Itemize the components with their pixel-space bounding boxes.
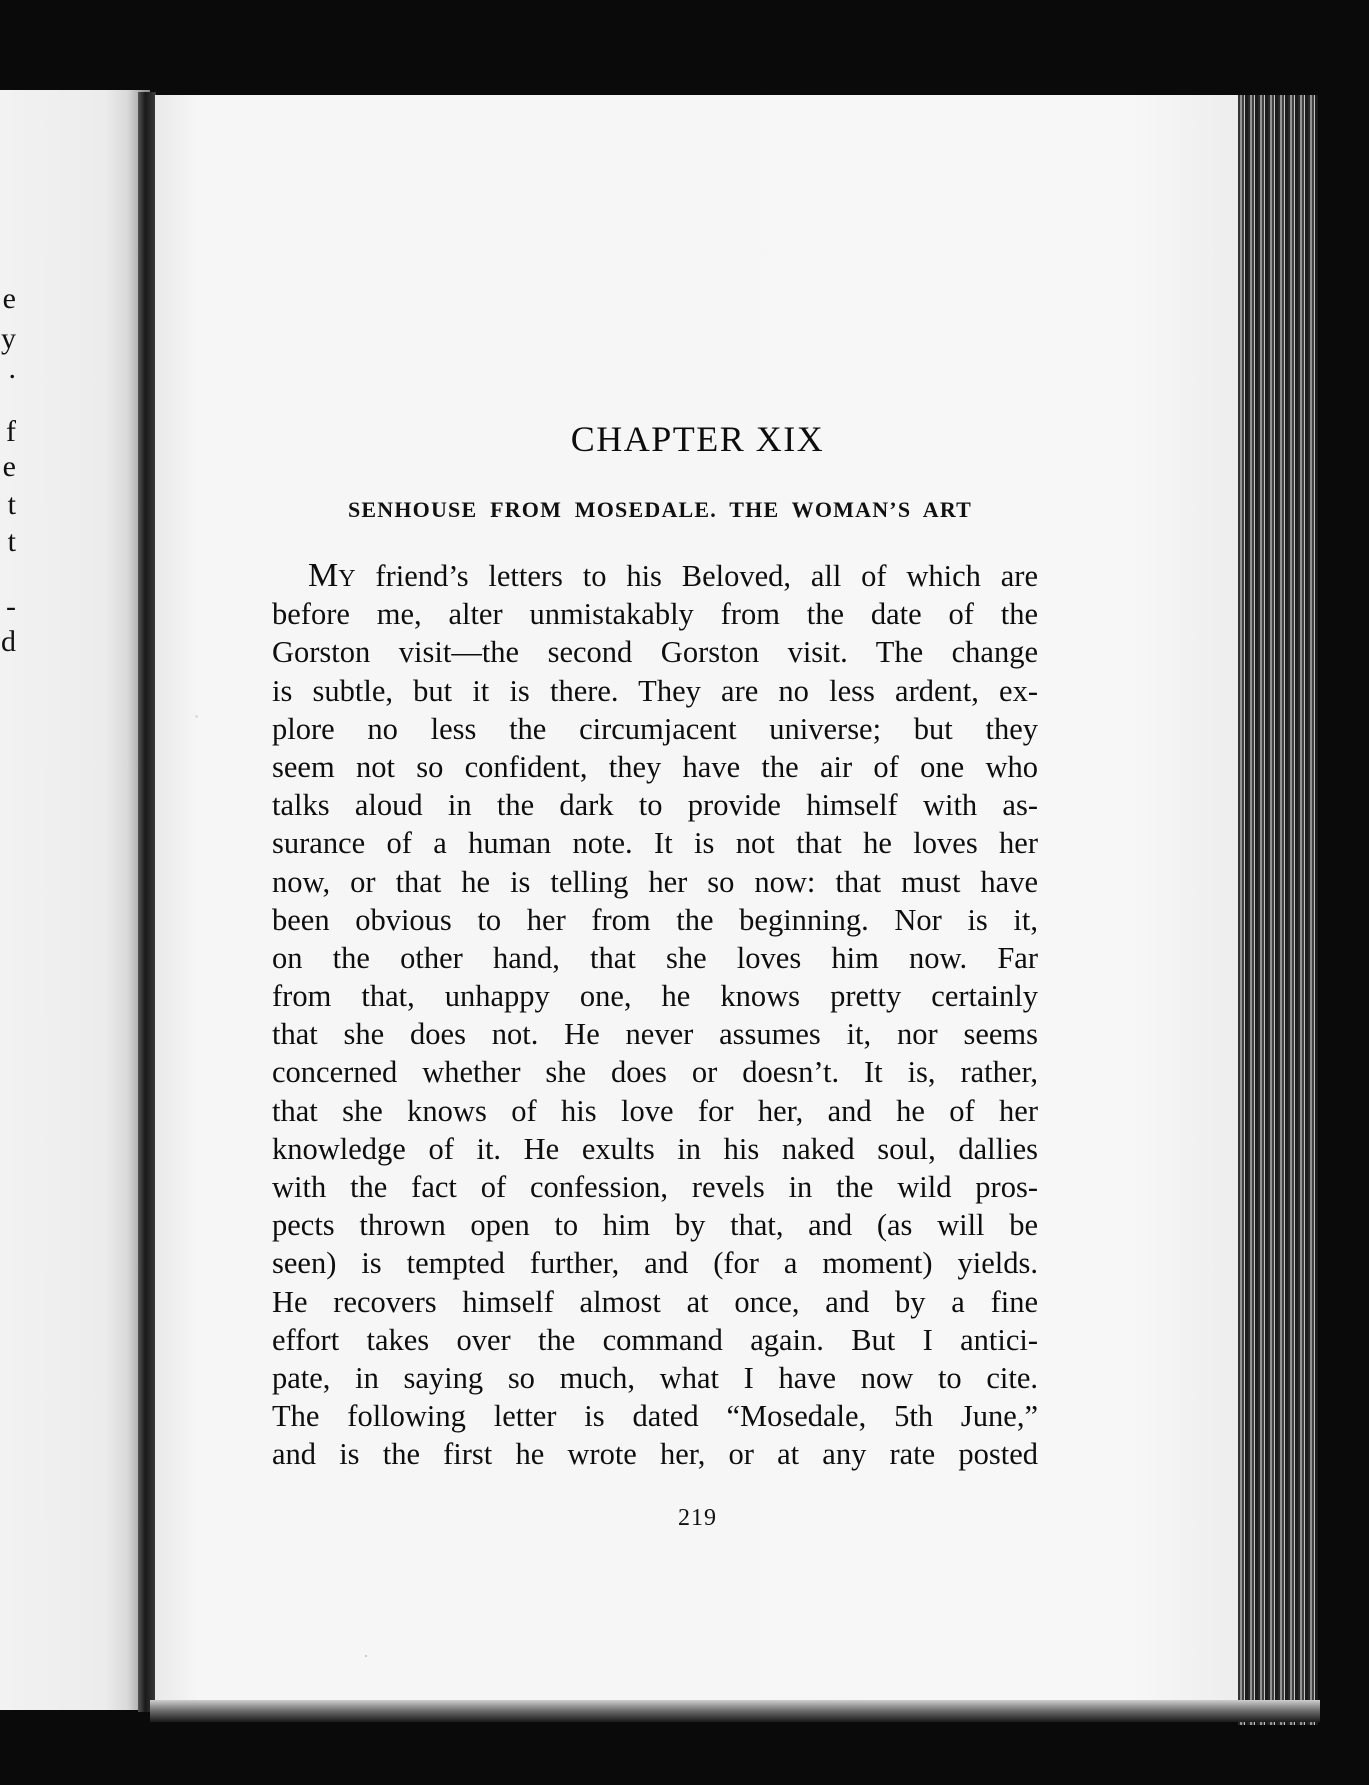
drop-cap: M [308,557,339,594]
body-line: effort takes over the command again. But I antici- [272,1322,1038,1357]
body-line-first [272,557,1038,595]
small-caps: Y [338,566,356,592]
body-line: that she does not. He never assumes it, nor seems [272,1017,1038,1052]
left-page-fragment: e [2,282,16,315]
body-line: from that, unhappy one, he knows pretty certainly [272,979,1038,1014]
first-line-text: friend’s letters to his Beloved, all of which are [355,559,1038,593]
body-line: He recovers himself almost at once, and by a fine [272,1284,1038,1319]
paper-speck [365,1655,367,1657]
book-gutter [138,92,156,1712]
chapter-body-text [272,557,1038,1474]
body-line: with the fact of confession, revels in the wild pros- [272,1170,1038,1204]
left-page-fragment: y [1,322,16,355]
page-number: 219 [678,1505,717,1531]
left-page-fragment: f [6,415,16,448]
body-line: is subtle, but it is there. They are no less ardent, ex- [272,673,1038,708]
left-page-fragment: t [7,488,16,521]
body-line: Gorston visit—the second Gorston visit. The change [272,635,1038,670]
body-line: that she knows of his love for her, and he of her [272,1093,1038,1128]
left-page-fragment: t [7,525,16,558]
body-line: been obvious to her from the beginning. Nor is it, [272,902,1038,937]
previous-page-edge [0,90,150,1710]
page-fore-edge [1238,95,1318,1725]
left-page-fragment: . [8,352,16,385]
left-page-fragment: d [1,625,16,658]
body-line: talks aloud in the dark to provide himself with as- [272,788,1038,823]
body-line: on the other hand, that she loves him now. Far [272,940,1038,975]
body-line: The following letter is dated “Mosedale, 5th June,” [272,1399,1038,1434]
body-line: plore no less the circumjacent universe; but they [272,711,1038,746]
left-page-fragment: e [2,450,16,483]
paper-speck [195,715,198,718]
page-bottom-edge [150,1700,1320,1722]
body-line: before me, alter unmistakably from the date of the [272,597,1038,632]
body-line: now, or that he is telling her so now: that must have [272,864,1038,899]
body-line: knowledge of it. He exults in his naked soul, dallies [272,1131,1038,1166]
body-line: pects thrown open to him by that, and (as will be [272,1208,1038,1243]
body-line: surance of a human note. It is not that he loves her [272,826,1038,861]
body-line: concerned whether she does or doesn’t. It is, rather, [272,1055,1038,1090]
body-line: seen) is tempted further, and (for a moment) yields. [272,1246,1038,1281]
body-line: seem not so confident, they have the air of one who [272,749,1038,784]
chapter-subtitle: SENHOUSE FROM MOSEDALE. THE WOMAN’S ART [347,497,973,522]
body-line: pate, in saying so much, what I have now to cite. [272,1360,1038,1395]
left-page-fragment: - [6,590,16,623]
body-line: and is the first he wrote her, or at any rate posted [272,1437,1038,1472]
chapter-title: CHAPTER XIX [570,419,825,459]
